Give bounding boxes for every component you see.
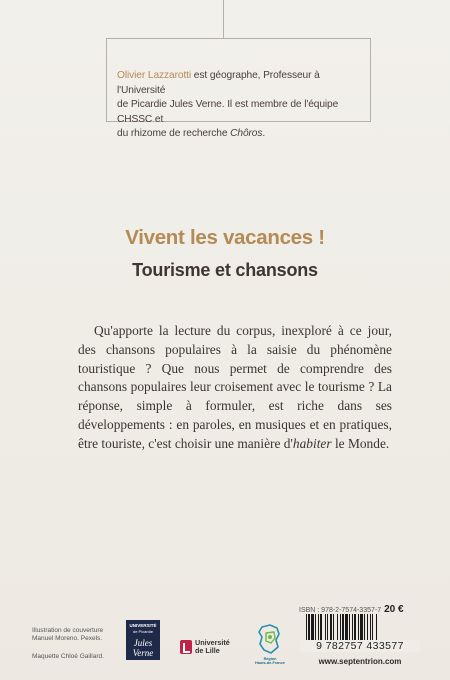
book-title: Vivent les vacances !: [125, 226, 325, 249]
lille-logo-line2: de Lille: [195, 646, 220, 655]
hdf-logo-caption: [252, 657, 288, 665]
credits-illustration: Illustration de couverture: [32, 627, 104, 634]
price: 20 €: [384, 604, 404, 615]
publisher-website: www.septentrion.com: [318, 657, 402, 666]
isbn-text: ISBN : 978-2-7574-3357-7: [299, 607, 382, 614]
author-bio-line1: est géographe, Professeur à l'Université: [117, 70, 320, 96]
region-hdf-logo: [252, 623, 288, 663]
barcode-digits: 9 782757 433577: [300, 640, 420, 652]
credits-photographer: Manuel Moreno. Pexels.: [32, 635, 103, 643]
blurb-paragraph: [78, 322, 392, 454]
blurb-text: Qu'apporte la lecture du corpus, inexploré à ce jour, des chansons populaires à la saisie du phénomène touristique ? Que nous permet de comprendre des chansons populaires leur croisement avec le tourisme ? La réponse, simple à formuler, est riche dans ses développements : en paroles, en musiques et en pratiques, être touriste, c'est choisir une manière d': [78, 323, 392, 451]
credits: [32, 627, 112, 661]
credits-maquette: Maquette Chloé Gaillard.: [32, 652, 104, 660]
author-bio: [117, 69, 369, 142]
lille-mark-icon: [180, 640, 192, 654]
author-bio-line3: du rhizome de recherche: [117, 128, 231, 139]
author-bio-line2: de Picardie Jules Verne. Il est membre de l'équipe CHSSC et: [117, 99, 339, 125]
author-name: Olivier Lazzarotti: [117, 70, 192, 81]
jv-logo-line2: de Picardie: [132, 629, 153, 634]
blurb-italic-word: habiter: [292, 435, 332, 451]
hdf-logo-line1: Région: [263, 657, 277, 661]
lille-logo-line1: Université: [195, 638, 230, 647]
author-bio-choros: Chôros: [230, 128, 263, 139]
hdf-map-icon: [252, 623, 288, 657]
jv-logo-line3: Jules Verne: [132, 638, 154, 658]
book-subtitle: Tourisme et chansons: [132, 260, 318, 280]
author-box-top-left-rule: [106, 38, 224, 39]
hdf-logo-line2: Hauts-de-France: [255, 661, 285, 665]
universite-lille-logo: [180, 637, 240, 659]
author-box: [106, 38, 371, 139]
author-box-top-right-rule: [224, 38, 371, 39]
jv-logo-line1: UNIVERSITÉ: [129, 623, 157, 628]
universite-picardie-logo: [126, 620, 160, 660]
lille-logo-text: [195, 639, 245, 655]
blurb-text-end: le Monde.: [331, 435, 390, 451]
author-bio-line3-end: .: [262, 128, 266, 139]
